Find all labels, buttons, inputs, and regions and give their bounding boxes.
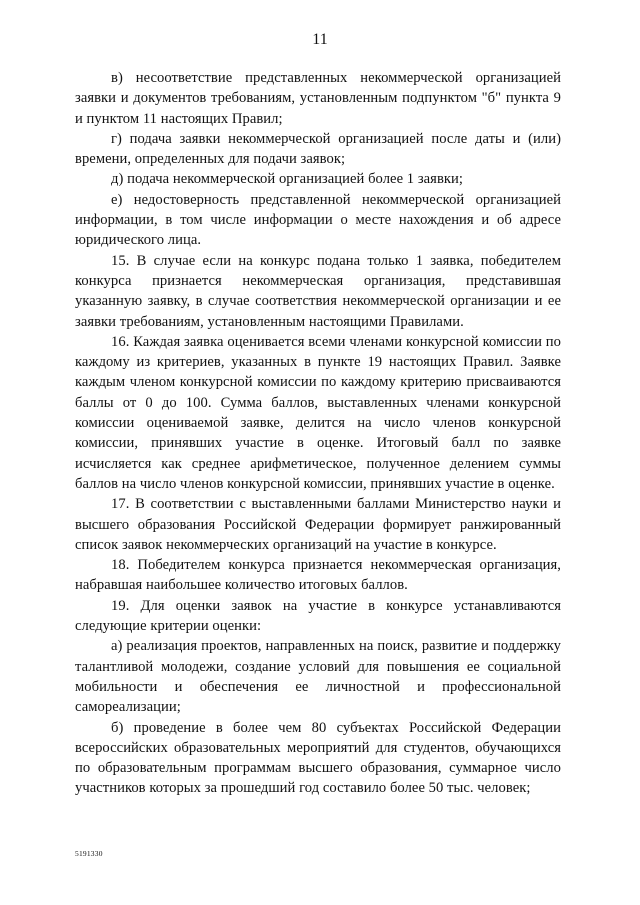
paragraph-19: 19. Для оценки заявок на участие в конкурсе устанавливаются следующие критерии оценки: — [75, 597, 561, 635]
paragraph-14-d: д) подача некоммерческой организацией более 1 заявки; — [111, 171, 463, 188]
paragraph-17: 17. В соответствии с выставленными баллами Министерство науки и высшего образования Российской Федерации формирует ранжированный список заявок некоммерческих организаций на участие в конкурсе. — [75, 496, 561, 553]
paragraph-14-e: е) недостоверность представленной некоммерческой организацией информации, в том числе информации о месте нахождения и об адресе юридического лица. — [75, 191, 561, 249]
paragraph-19-b: б) проведение в более чем 80 субъектах Российской Федерации всероссийских образовательных мероприятий для студентов, обучающихся по образовательным программам высшего образования, суммарное число участников которых за прошедший год составило более 50 тыс. человек; — [75, 719, 561, 797]
paragraph-14-v: в) несоответствие представленных некоммерческой организацией заявки и документов требованиям, установленным подпунктом "б" пункта 9 и пунктом 11 настоящих Правил; — [75, 70, 561, 127]
document-body — [75, 68, 561, 799]
paragraph-19-a: а) реализация проектов, направленных на поиск, развитие и поддержку талантливой молодежи, создание условий для повышения ее социальной мобильности и обеспечения ее личностной и профессиональной самореализации; — [75, 638, 561, 716]
paragraph-15: 15. В случае если на конкурс подана только 1 заявка, победителем конкурса признается некоммерческая организация, представившая указанную заявку, в случае соответствия некоммерческой организации и ее заявки требованиям, установленным настоящими Правилами. — [75, 252, 561, 330]
paragraph-16: 16. Каждая заявка оценивается всеми членами конкурсной комиссии по каждому из критериев, указанных в пункте 19 настоящих Правил. Заявке каждым членом конкурсной комиссии по каждому критерию присваиваются баллы от 0 до 100. Сумма баллов, выставленных членами конкурсной комиссии оцениваемой заявке, делится на число членов конкурсной комиссии, принявших участие в оценке. Итоговый балл по заявке исчисляется как среднее арифметическое, полученное делением суммы баллов на число членов конкурсной комиссии, принявших участие в оценке. — [75, 333, 561, 492]
paragraph-14-g: г) подача заявки некоммерческой организацией после даты и (или) времени, определенных для подачи заявок; — [75, 130, 561, 168]
page-number: 11 — [312, 31, 328, 48]
paragraph-18: 18. Победителем конкурса признается некоммерческая организация, набравшая наибольшее количество итоговых баллов. — [75, 557, 561, 594]
document-code: 5191330 — [75, 849, 103, 858]
